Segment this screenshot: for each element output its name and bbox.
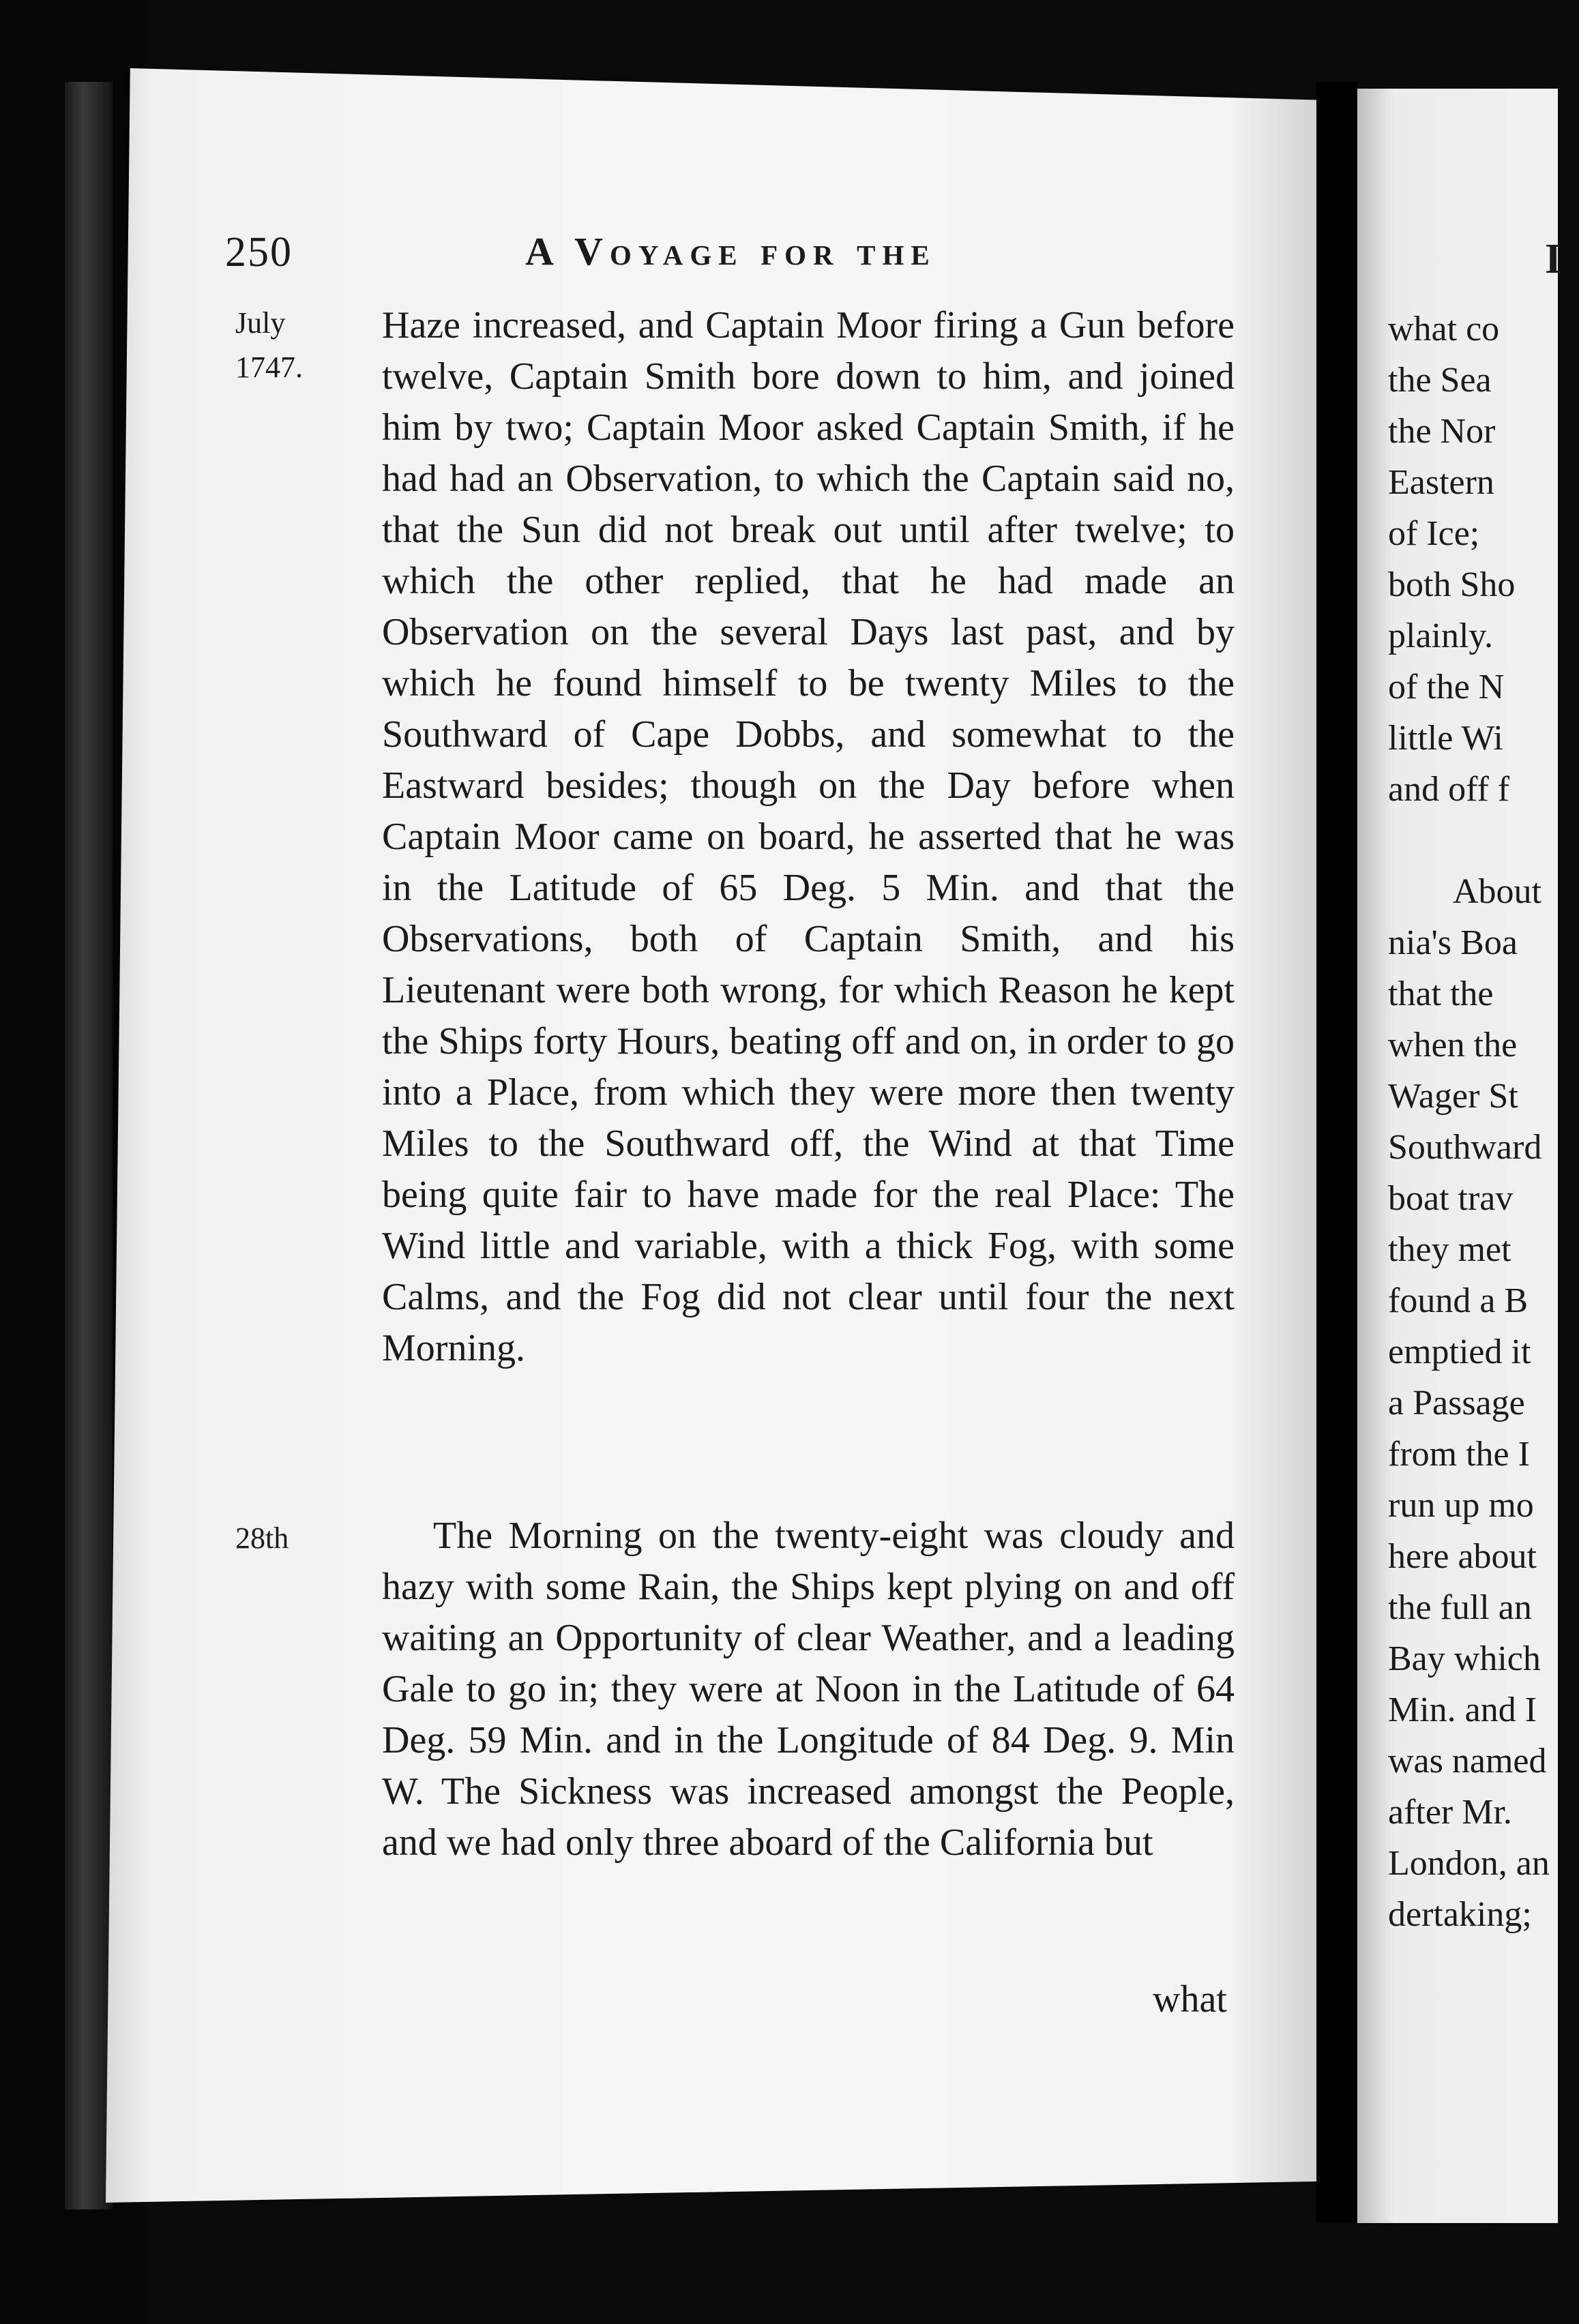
right-page-line: from the I: [1388, 1435, 1530, 1474]
right-page-header: I: [1545, 236, 1562, 282]
right-page-column: [1388, 228, 1579, 2029]
running-title: A Voyage for the: [525, 229, 936, 273]
right-page-line: Eastern: [1388, 463, 1494, 502]
right-page-line: Wager St: [1388, 1077, 1518, 1116]
right-page-line: Bay which: [1388, 1639, 1541, 1678]
page-header: [225, 228, 1235, 303]
right-page-line: they met: [1388, 1230, 1511, 1269]
right-page-line: the Nor: [1388, 412, 1496, 451]
right-page-line: About: [1453, 872, 1541, 911]
right-page-line: what co: [1388, 310, 1500, 348]
catchword: what: [1153, 1978, 1227, 2021]
margin-note-year: 1747.: [235, 351, 303, 384]
right-page-line: here about: [1388, 1537, 1537, 1576]
right-page-line: emptied it: [1388, 1332, 1531, 1371]
right-page-line: boat trav: [1388, 1179, 1514, 1218]
right-page-line: a Passage: [1388, 1384, 1525, 1422]
right-page-line: found a B: [1388, 1281, 1529, 1320]
right-page-line: nia's Boa: [1388, 923, 1518, 962]
body-paragraph: Haze increased, and Captain Moor firing a Gun before twelve, Captain Smith bore down to him, and joined him by two; Captain Moor asked Captain Smith, if he had had an Observation, to which the Captain said no, that the Sun did not break out until after twelve; to which the other replied, that he had made an Observation on the several Days last past, and by which he found himself to be twenty Miles to the Southward of Cape Dobbs, and somewhat to the Eastward besides; though on the Day before when Captain Moor came on board, he asserted that he was in the Latitude of 65 Deg. 5 Min. and that the Observations, both of Captain Smith, and his Lieutenant were both wrong, for which Reason he kept the Ships forty Hours, beating off and on, in order to go into a Place, from which they were more then twenty Miles to the Southward off, the Wind at that Time being quite fair to have made for the real Place: The Wind little and variable, with a thick Fog, with some Calms, and the Fog did not clear until four the next Morning.: [382, 304, 1235, 1369]
right-page-line: Min. and I: [1388, 1690, 1537, 1729]
right-page-line: both Sho: [1388, 565, 1516, 604]
book-spine: [65, 82, 113, 2209]
right-page-line: the Sea: [1388, 361, 1492, 400]
body-paragraph: The Morning on the twenty-eight was cloudy and hazy with some Rain, the Ships kept plying on and off waiting an Opportunity of clear Weather, and a leading Gale to go in; they were at Noon in the Latitude of 64 Deg. 59 Min. and in the Longitude of 84 Deg. 9. Min W. The Sickness was increased amongst the People, and we had only three aboard of the California but: [382, 1515, 1235, 1864]
right-page-line: and off f: [1388, 770, 1510, 809]
right-page-lines: [1388, 303, 1579, 1940]
right-page-line: [1388, 815, 1579, 866]
right-page-line: plainly.: [1388, 616, 1494, 655]
page-gutter: [1316, 82, 1357, 2223]
right-page-line: little Wi: [1388, 719, 1503, 758]
right-page-line: was named: [1388, 1742, 1547, 1781]
right-page-line: London, an: [1388, 1844, 1550, 1883]
page-number: 250: [225, 229, 293, 275]
right-page-line: after Mr.: [1388, 1793, 1512, 1832]
right-page-line: Southward: [1388, 1128, 1542, 1167]
right-page-line: that the: [1388, 974, 1494, 1013]
right-page-line: dertaking;: [1388, 1895, 1532, 1934]
right-page-line: the full an: [1388, 1588, 1532, 1627]
right-page-line: of the N: [1388, 668, 1505, 706]
right-page-line: when the: [1388, 1026, 1518, 1064]
right-page-line: run up mo: [1388, 1486, 1534, 1525]
margin-note-month: July: [235, 306, 286, 340]
margin-note-day: 28th: [235, 1521, 289, 1555]
right-page-line: of Ice;: [1388, 514, 1480, 553]
